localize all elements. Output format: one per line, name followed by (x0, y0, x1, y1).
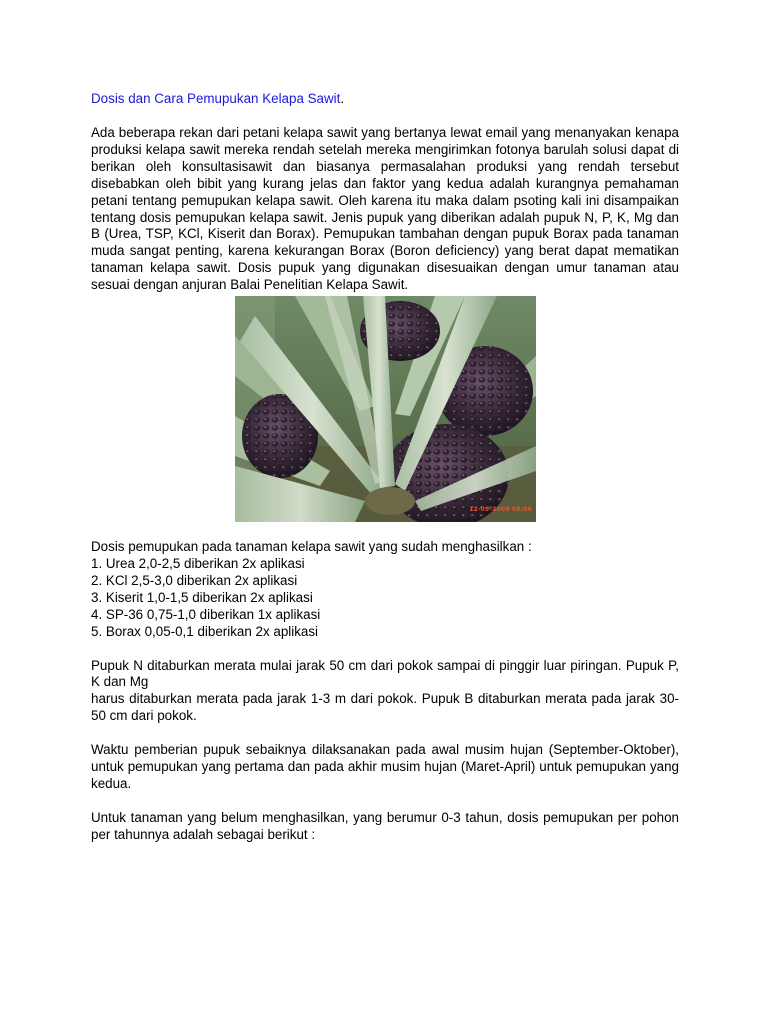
dosage-list (91, 556, 679, 641)
spacer (91, 725, 679, 742)
article-title (91, 90, 679, 107)
mature-dosage-section (91, 539, 679, 640)
photo-date-stamp: 12-09-2009 08:06 (469, 506, 532, 514)
dosage-item-kiserit: 3. Kiserit 1,0-1,5 diberikan 2x aplikasi (91, 589, 313, 605)
article-body (91, 90, 679, 844)
dosage-item-urea: 1. Urea 2,0-2,5 diberikan 2x aplikasi (91, 555, 305, 571)
young-plants-paragraph: Untuk tanaman yang belum menghasilkan, yang berumur 0-3 tahun, dosis pemupukan per pohon per tahunnya adalah sebagai berikut : (91, 809, 679, 842)
application-section (91, 658, 679, 726)
article-title-period: . (340, 91, 345, 106)
spacer (91, 793, 679, 810)
application-line-1: Pupuk N ditaburkan merata mulai jarak 50 cm dari pokok sampai di pinggir luar piringan. Pupuk P, K dan Mg (91, 657, 679, 690)
application-line-2: harus ditaburkan merata pada jarak 1-3 m dari pokok. Pupuk B ditaburkan merata pada jarak 30-50 cm dari pokok. (91, 691, 679, 724)
dosage-heading: Dosis pemupukan pada tanaman kelapa sawit yang sudah menghasilkan : (91, 539, 532, 555)
timing-paragraph: Waktu pemberian pupuk sebaiknya dilaksanakan pada awal musim hujan (September-Oktober), untuk pemupukan yang pertama dan pada akhir musim hujan (Maret-April) untuk pemupukan yang kedua. (91, 742, 679, 791)
oil-palm-photo (235, 296, 536, 522)
spacer (91, 641, 679, 658)
dosage-item-borax: 5. Borax 0,05-0,1 diberikan 2x aplikasi (91, 623, 319, 639)
oil-palm-fruit-bunch-icon (235, 296, 536, 522)
dosage-item-kcl: 2. KCl 2,5-3,0 diberikan 2x aplikasi (91, 572, 298, 588)
article-title-link[interactable]: Dosis dan Cara Pemupukan Kelapa Sawit (91, 91, 341, 106)
intro-paragraph: Ada beberapa rekan dari petani kelapa sawit yang bertanya lewat email yang menanyakan kenapa produksi kelapa sawit mereka rendah setelah mereka mengirimkan fotonya barulah solusi dapat di berikan oleh konsultasisawit dan biasanya permasalahan produksi yang rendah tersebut disebabkan oleh bibit yang kurang jelas dan faktor yang kedua adalah kurangnya pemahaman petani tentang pemupukan kelapa sawit. Oleh karena itu maka dalam psoting kali ini disampaikan tentang dosis pemupukan kelapa sawit. Jenis pupuk yang diberikan adalah pupuk N, P, K, Mg dan B (Urea, TSP, KCl, Kiserit dan Borax). Pemupukan tambahan dengan pupuk Borax pada tanaman muda sangat penting, karena kekurangan Borax (Boron deficiency) yang berat dapat mematikan tanaman kelapa sawit. Dosis pupuk yang digunakan disesuaikan dengan umur tanaman atau sesuai dengan anjuran Balai Penelitian Kelapa Sawit. (91, 125, 679, 293)
dosage-item-sp36: 4. SP-36 0,75-1,0 diberikan 1x aplikasi (91, 606, 321, 622)
